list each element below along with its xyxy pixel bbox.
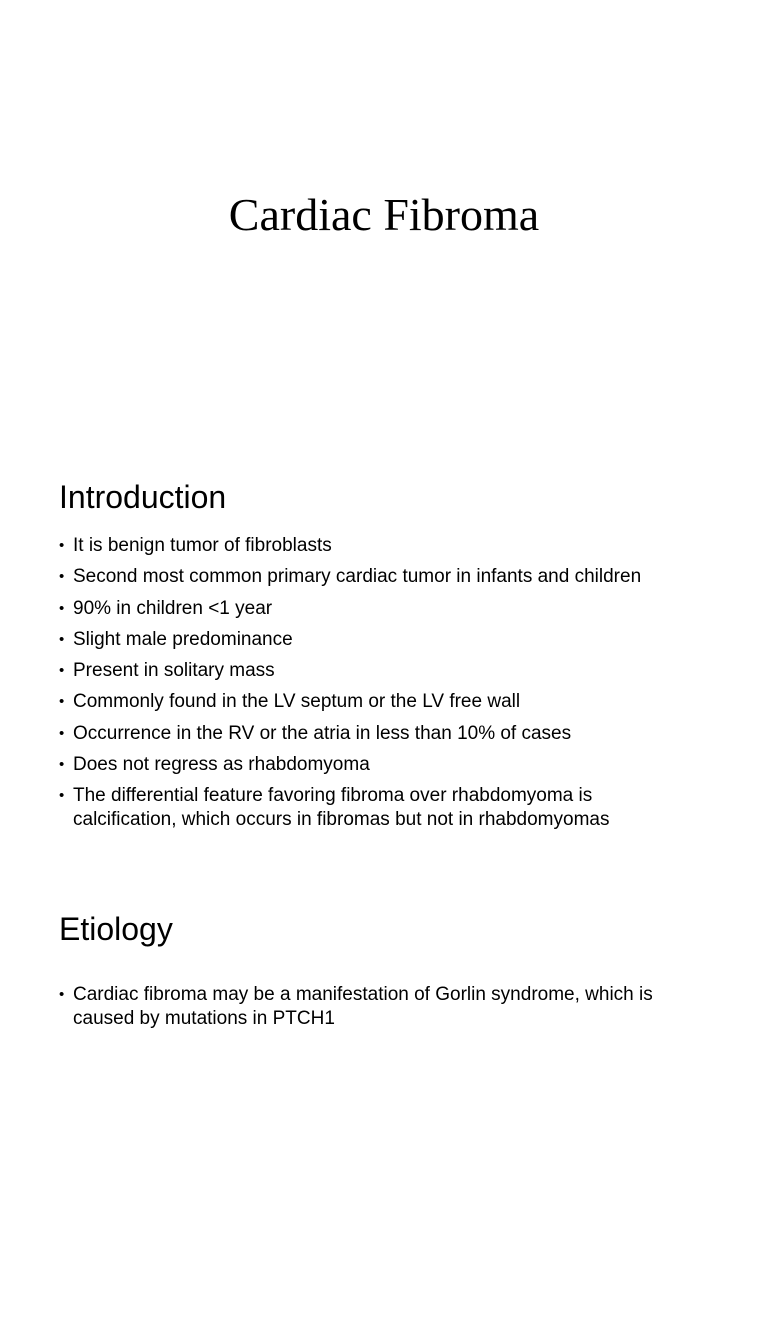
bullet-text: 90% in children <1 year <box>73 597 273 619</box>
bullet-icon: • <box>59 986 65 1003</box>
bullet-text: Cardiac fibroma may be a manifestation of Gorlin syndrome, which is caused by mutations in PTCH1 <box>73 984 653 1029</box>
bullet-icon: • <box>59 724 65 742</box>
bullet-icon: • <box>59 693 65 711</box>
etiology-heading: Etiology <box>59 911 173 947</box>
bullet-text: Does not regress as rhabdomyoma <box>73 754 370 776</box>
bullet-icon: • <box>59 537 65 554</box>
list-item <box>59 753 698 777</box>
list-item <box>59 784 698 832</box>
bullet-icon: • <box>59 756 65 774</box>
etiology-bullet-list <box>59 983 698 1038</box>
title-slide <box>0 0 768 432</box>
list-item <box>59 659 698 683</box>
list-item <box>59 534 698 558</box>
list-item <box>59 690 698 714</box>
bullet-text: Second most common primary cardiac tumor in infants and children <box>73 566 642 588</box>
etiology-slide <box>0 888 768 1328</box>
introduction-slide <box>0 432 768 872</box>
list-item <box>59 597 698 621</box>
bullet-text: Slight male predominance <box>73 628 293 650</box>
list-item <box>59 565 698 589</box>
bullet-text: Present in solitary mass <box>73 660 275 682</box>
bullet-icon: • <box>59 787 65 805</box>
bullet-text: Commonly found in the LV septum or the LV free wall <box>73 691 521 713</box>
introduction-bullet-list <box>59 534 698 840</box>
list-item <box>59 628 698 652</box>
bullet-icon: • <box>59 630 65 648</box>
introduction-heading: Introduction <box>59 479 227 515</box>
bullet-text: The differential feature favoring fibroma over rhabdomyoma is calcification, which occurs in fibromas but not in rhabdomyomas <box>73 785 610 831</box>
bullet-icon: • <box>59 662 65 680</box>
bullet-icon: • <box>59 599 65 617</box>
slide-title: Cardiac Fibroma <box>228 189 540 240</box>
bullet-icon: • <box>59 568 65 586</box>
bullet-text: It is benign tumor of fibroblasts <box>73 535 332 556</box>
list-item <box>59 722 698 746</box>
bullet-text: Occurrence in the RV or the atria in less than 10% of cases <box>73 722 572 744</box>
